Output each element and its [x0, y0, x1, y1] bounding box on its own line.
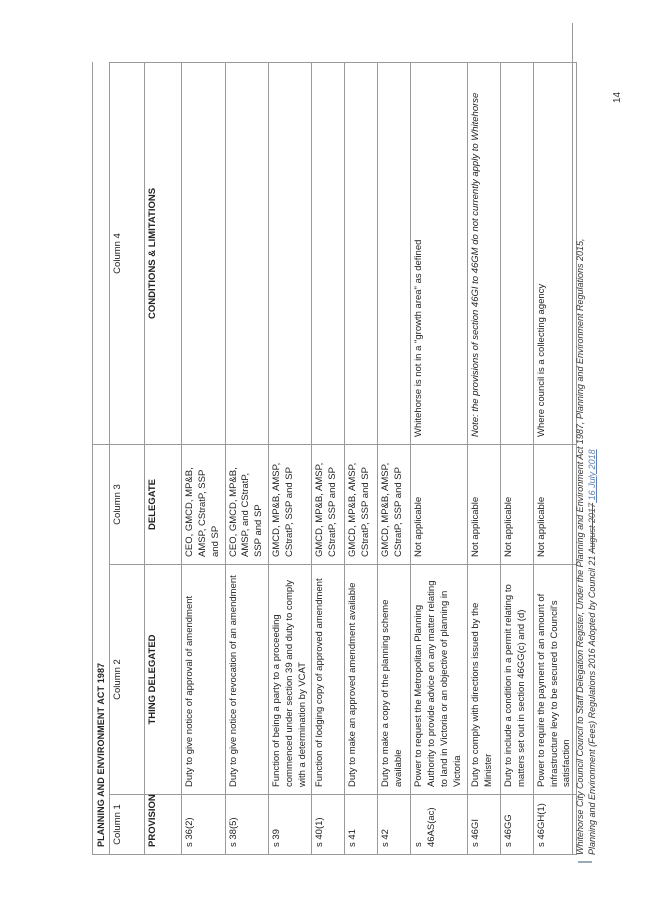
- act-title-blank: [93, 62, 110, 444]
- provision-cell: s 46GG: [500, 795, 533, 855]
- thing-cell: Duty to make an approved amendment available: [345, 565, 378, 795]
- provision-cell: s 39: [269, 795, 312, 855]
- header-conditions: CONDITIONS & LIMITATIONS: [145, 62, 182, 444]
- delegate-cell: Not applicable: [500, 444, 533, 564]
- footer-struck-date: August 2017: [586, 502, 597, 554]
- table-row: [411, 62, 467, 854]
- table-row: [182, 62, 225, 854]
- thing-cell: Function of being a party to a proceeding commenced under section 39 and duty to comply with a determination by VCAT: [269, 565, 312, 795]
- conditions-cell: [378, 62, 411, 444]
- delegate-cell: CEO, GMCD, MP&B, AMSP, CStratP, SSP and SP: [182, 444, 225, 564]
- delegate-cell: Not applicable: [533, 444, 576, 564]
- change-bar: [578, 861, 592, 863]
- act-title-row: [93, 62, 110, 854]
- thing-cell: Power to request the Metropolitan Planning Authority to provide advice on any matter relating to land in Victoria or an objective of planning in Victoria: [411, 565, 467, 795]
- thing-cell: Function of lodging copy of approved amendment: [312, 565, 345, 795]
- delegate-cell: GMCD, MP&B, AMSP, CStratP, SSP and SP: [269, 444, 312, 564]
- provision-cell: s 46GH(1): [533, 795, 576, 855]
- provision-cell: s 40(1): [312, 795, 345, 855]
- thing-cell: Duty to comply with directions issued by the Minister: [467, 565, 500, 795]
- footer-inserted-date: 16 July 2018: [586, 449, 597, 503]
- thing-cell: Power to require the payment of an amount of infrastructure levy to be secured to Council's satisfaction: [533, 565, 576, 795]
- table-row: [345, 62, 378, 854]
- provision-cell: s 41: [345, 795, 378, 855]
- thing-cell: Duty to make a copy of the planning scheme available: [378, 565, 411, 795]
- footer: [575, 95, 598, 855]
- table-row: [312, 62, 345, 854]
- footer-line-1: Whitehorse City Council Council to Staff Delegation Register, Under the Planning and Environment Act 1987, Planning and Environment Regulations 2015,: [575, 238, 585, 855]
- delegate-cell: Not applicable: [467, 444, 500, 564]
- conditions-cell: Where council is a collecting agency: [533, 62, 576, 444]
- act-title: PLANNING AND ENVIRONMENT ACT 1987: [93, 444, 110, 854]
- column-number-row: [110, 62, 145, 854]
- footer-line-2-text: Planning and Environment (Fees) Regulations 2016 Adopted by Council 21: [586, 555, 597, 855]
- header-row: [145, 62, 182, 854]
- delegate-cell: Not applicable: [411, 444, 467, 564]
- conditions-cell: Note: the provisions of section 46GI to 46GM do not currently apply to Whitehorse: [467, 62, 500, 444]
- conditions-cell: [269, 62, 312, 444]
- header-delegate: DELEGATE: [145, 444, 182, 564]
- column-3-label: Column 3: [110, 444, 145, 564]
- provision-cell: s 36(2): [182, 795, 225, 855]
- delegate-cell: CEO, GMCD, MP&B, AMSP, and CStratP, SSP and SP: [225, 444, 268, 564]
- footer-line-2: [587, 95, 599, 855]
- conditions-cell: [312, 62, 345, 444]
- footer-divider: [572, 23, 573, 855]
- header-thing-delegated: THING DELEGATED: [145, 565, 182, 795]
- delegate-cell: GMCD, MP&B, AMSP, CStratP, SSP and SP: [345, 444, 378, 564]
- provision-cell: s 46GI: [467, 795, 500, 855]
- table-row: [500, 62, 533, 854]
- conditions-cell: [345, 62, 378, 444]
- thing-cell: Duty to give notice of approval of amendment: [182, 565, 225, 795]
- column-1-label: Column 1: [110, 795, 145, 855]
- column-4-label: Column 4: [110, 62, 145, 444]
- conditions-cell: [500, 62, 533, 444]
- thing-cell: Duty to give notice of revocation of an amendment: [225, 565, 268, 795]
- header-provision: PROVISION: [145, 795, 182, 855]
- table-row: [533, 62, 576, 854]
- provision-cell: s 38(5): [225, 795, 268, 855]
- delegation-table: [92, 62, 577, 855]
- page-number: 14: [612, 91, 623, 103]
- column-2-label: Column 2: [110, 565, 145, 795]
- conditions-cell: Whitehorse is not in a "growth area" as defined: [411, 62, 467, 444]
- delegate-cell: GMCD, MP&B, AMSP, CStratP, SSP and SP: [312, 444, 345, 564]
- table-row: [467, 62, 500, 854]
- provision-cell: s 46AS(ac): [411, 795, 467, 855]
- delegate-cell: GMCD, MP&B, AMSP, CStratP, SSP and SP: [378, 444, 411, 564]
- table-row: [378, 62, 411, 854]
- conditions-cell: [225, 62, 268, 444]
- table-row: [225, 62, 268, 854]
- conditions-cell: [182, 62, 225, 444]
- thing-cell: Duty to include a condition in a permit relating to matters set out in section 46GG(c) and (d): [500, 565, 533, 795]
- provision-cell: s 42: [378, 795, 411, 855]
- table-row: [269, 62, 312, 854]
